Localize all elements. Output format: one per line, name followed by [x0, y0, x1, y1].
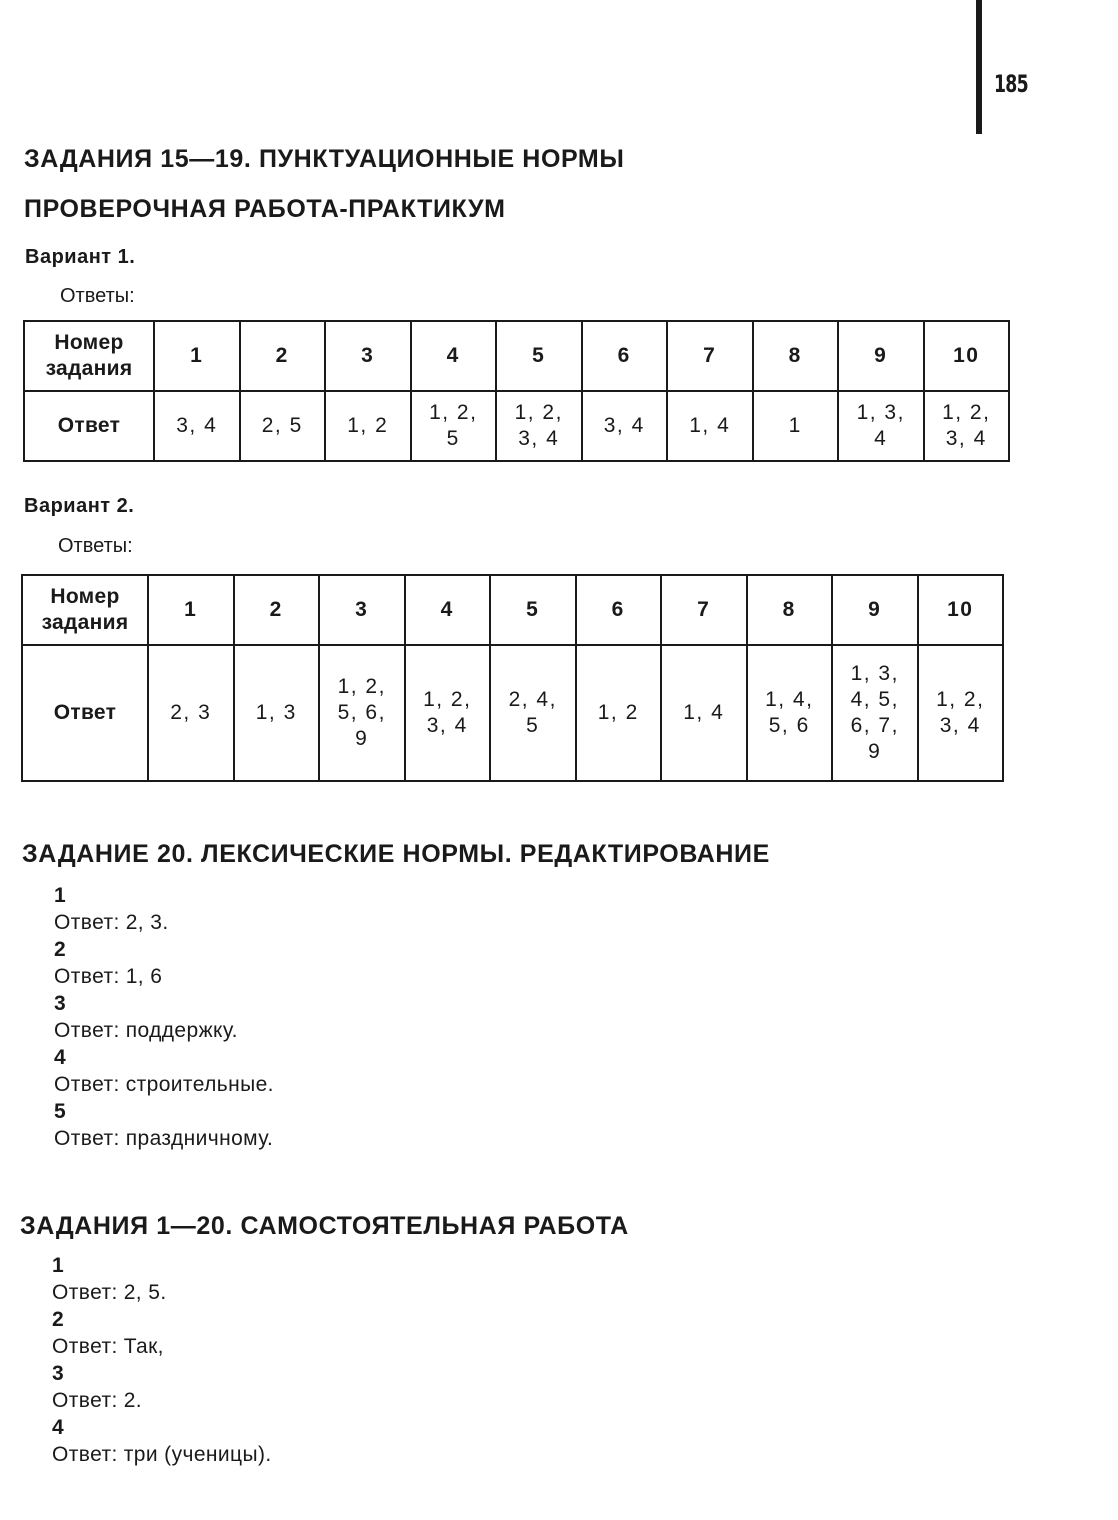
answer-cell: 1, 4, 5, 6	[747, 645, 833, 781]
task-number-cell: 9	[838, 321, 924, 391]
answer-line	[54, 1125, 274, 1152]
task-number-cell: 8	[753, 321, 839, 391]
task-number-cell: 5	[496, 321, 582, 391]
answer-line	[54, 1071, 274, 1098]
answer-cell: 2, 3	[148, 645, 234, 781]
answer-cell: 2, 4, 5	[490, 645, 576, 781]
task-number-cell: 1	[148, 575, 234, 645]
answer-prefix: Ответ:	[52, 1389, 118, 1412]
answer-cell: 1, 4	[667, 391, 753, 461]
task-number-cell: 6	[582, 321, 668, 391]
task-number-cell: 5	[490, 575, 576, 645]
page-number: 185	[994, 70, 1028, 98]
answer-prefix: Ответ:	[54, 1019, 120, 1042]
list-item	[52, 1306, 272, 1360]
section3-title: ЗАДАНИЯ 1—20. САМОСТОЯТЕЛЬНАЯ РАБОТА	[20, 1212, 629, 1240]
variant2-title: Вариант 2.	[24, 495, 135, 517]
answer-cell: 1, 3, 4	[838, 391, 924, 461]
answer-cell: 1, 4	[661, 645, 747, 781]
table-header-row	[22, 575, 1003, 645]
answer-cell: 1, 3	[234, 645, 320, 781]
answer-value: праздничному.	[125, 1127, 274, 1150]
answer-value: 2.	[123, 1389, 143, 1412]
answer-value: 1, 6	[125, 965, 163, 988]
answer-prefix: Ответ:	[52, 1443, 118, 1466]
answer-cell: 1, 2	[576, 645, 662, 781]
answer-value: 2, 5.	[123, 1281, 167, 1304]
task-number-cell: 9	[832, 575, 918, 645]
task-number: 2	[52, 1308, 64, 1331]
variant1-answers-table	[23, 320, 1010, 462]
task-number-cell: 4	[411, 321, 497, 391]
answer-cell: 1, 2, 5, 6, 9	[319, 645, 405, 781]
answer-line	[54, 963, 274, 990]
task-number: 4	[54, 1046, 66, 1069]
task-number-cell: 7	[661, 575, 747, 645]
list-item	[54, 1044, 274, 1098]
variant2-caption: Ответы:	[58, 535, 133, 557]
list-item	[52, 1414, 272, 1468]
list-item	[54, 936, 274, 990]
answer-cell: 1, 2, 3, 4	[924, 391, 1010, 461]
answer-line	[52, 1387, 272, 1414]
task-number: 1	[54, 884, 66, 907]
task-number-cell: 2	[234, 575, 320, 645]
list-item	[54, 990, 274, 1044]
list-item	[52, 1360, 272, 1414]
list-item	[54, 882, 274, 936]
answer-line	[52, 1279, 272, 1306]
task-number: 3	[54, 992, 66, 1015]
answer-cell: 1, 2, 3, 4	[918, 645, 1004, 781]
table-header-row	[24, 321, 1009, 391]
variant1-title: Вариант 1.	[25, 246, 136, 268]
answer-value: строительные.	[125, 1073, 274, 1096]
task-number-cell: 7	[667, 321, 753, 391]
section3-answer-list	[52, 1252, 272, 1468]
task-number: 2	[54, 938, 66, 961]
answer-cell: 1, 2	[325, 391, 411, 461]
list-item	[54, 1098, 274, 1152]
answer-prefix: Ответ:	[54, 911, 120, 934]
answer-value: три (ученицы).	[123, 1443, 272, 1466]
section1-title: ЗАДАНИЯ 15—19. ПУНКТУАЦИОННЫЕ НОРМЫ	[24, 145, 625, 173]
page-edge-bar	[976, 0, 982, 134]
task-number: 1	[52, 1254, 64, 1277]
answer-line	[54, 1017, 274, 1044]
section1-subtitle: ПРОВЕРОЧНАЯ РАБОТА-ПРАКТИКУМ	[24, 195, 506, 223]
section2-title: ЗАДАНИЕ 20. ЛЕКСИЧЕСКИЕ НОРМЫ. РЕДАКТИРОВАНИЕ	[22, 840, 770, 868]
task-number-cell: 10	[924, 321, 1010, 391]
task-number-cell: 4	[405, 575, 491, 645]
answer-line	[52, 1441, 272, 1468]
answer-cell: 3, 4	[582, 391, 668, 461]
task-number-cell: 8	[747, 575, 833, 645]
task-number: 4	[52, 1416, 64, 1439]
task-number-cell: 1	[154, 321, 240, 391]
answer-prefix: Ответ:	[52, 1335, 118, 1358]
answer-cell: 1, 2, 3, 4	[405, 645, 491, 781]
answer-cell: 2, 5	[240, 391, 326, 461]
task-number: 3	[52, 1362, 64, 1385]
answer-cell: 1, 2, 5	[411, 391, 497, 461]
row-label-answer: Ответ	[24, 391, 154, 461]
answer-cell: 1, 2, 3, 4	[496, 391, 582, 461]
row-label-answer: Ответ	[22, 645, 148, 781]
answer-cell: 1, 3, 4, 5, 6, 7, 9	[832, 645, 918, 781]
row-label-task-number: Номер задания	[22, 575, 148, 645]
answer-cell: 3, 4	[154, 391, 240, 461]
table-answer-row	[22, 645, 1003, 781]
answer-prefix: Ответ:	[54, 1073, 120, 1096]
task-number-cell: 3	[319, 575, 405, 645]
task-number-cell: 3	[325, 321, 411, 391]
task-number-cell: 2	[240, 321, 326, 391]
table-answer-row	[24, 391, 1009, 461]
task-number: 5	[54, 1100, 66, 1123]
variant2-answers-table	[21, 574, 1004, 782]
section2-answer-list	[54, 882, 274, 1152]
task-number-cell: 10	[918, 575, 1004, 645]
answer-value: Так,	[123, 1335, 164, 1358]
answer-prefix: Ответ:	[52, 1281, 118, 1304]
answer-line	[52, 1333, 272, 1360]
task-number-cell: 6	[576, 575, 662, 645]
answer-value: 2, 3.	[125, 911, 169, 934]
answer-cell: 1	[753, 391, 839, 461]
answer-prefix: Ответ:	[54, 1127, 120, 1150]
variant1-caption: Ответы:	[60, 285, 135, 307]
list-item	[52, 1252, 272, 1306]
row-label-task-number: Номер задания	[24, 321, 154, 391]
answer-value: поддержку.	[125, 1019, 238, 1042]
answer-prefix: Ответ:	[54, 965, 120, 988]
answer-line	[54, 909, 274, 936]
